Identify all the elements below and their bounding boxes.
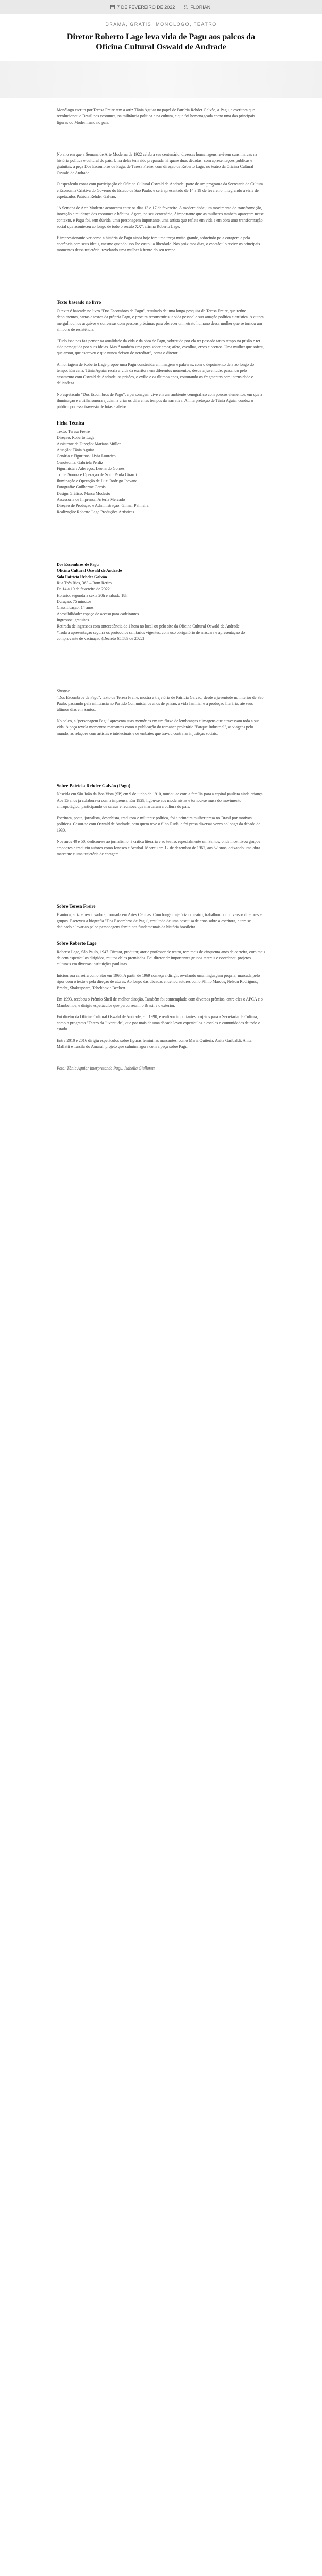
post-author[interactable] [183, 5, 212, 10]
service-line: Duração: 75 minutos [57, 599, 92, 604]
synopsis-paragraph: No palco, a "personagem Pagu" apresenta suas memórias em um fluxo de lembranças e imagens que atravessam toda a sua vida. A peça revela momentos marcantes como a publicação do romance proletário "Parque Industrial", as viagens pelo mundo, as relações com artistas e intelectuais e os embates que travou contra as injustiças sociais. [57, 719, 260, 736]
service-line: *Toda a apresentação seguirá os protocolos sanitários vigentes, com uso obrigatório de máscara e apresentação do comprovante de vacinação (Decreto 65.589 de 2022) [57, 630, 245, 641]
bio-paragraph: Foi diretor da Oficina Cultural Oswald de Andrade, em 1990, e realizou importantes projetos para a Secretaria de Cultura, como o programa "Teatro da Juventude", que por mais de uma década levou espetáculos a escolas e comunidades de todo o estado. [57, 1014, 260, 1031]
intro-paragraph: É impressionante ver como a história de Pagu ainda hoje tem uma força muito grande, sobretudo pela coragem e pela coerência com seus ideais, mesmo quando isso lhe custou a liberdade. Nos próximos dias, o espetáculo revive os principais momentos dessa trajetória, revelando uma mulher à frente do seu tempo. [57, 235, 260, 252]
intro-paragraph: "A Semana de Arte Moderna aconteceu entre os dias 13 e 17 de fevereiro. A modernidade, um movimento de transformação, inovação e mudança dos costumes e hábitos. Agora, no seu centenário, é importante que as mulheres também apareçam nesse contexto, e Pagu foi, sem dúvida, uma personagem importante, uma artista que reflete em vida e em obra uma transformação social que aconteceu ao longo de todo o século XX", afirma Roberto Lage. [57, 206, 264, 229]
credit-line: Atuação: Tânia Aguiar [57, 448, 94, 452]
section-texto [57, 300, 265, 410]
service-line: Rua Três Rios, 363 – Bom Retiro [57, 581, 112, 585]
post-date-text: 7 DE FEVEREIRO DE 2022 [117, 5, 175, 10]
credits-heading: Ficha Técnica [57, 420, 84, 426]
featured-image-placeholder [0, 61, 322, 98]
service-line: Ingressos: gratuitos [57, 618, 89, 622]
service-line: Acessibilidade: espaço de acesso para cadeirantes [57, 612, 139, 616]
bio-paragraph: Em 1993, recebeu o Prêmio Shell de melhor direção. Também foi contemplado com diversos prêmios, entre eles o APCA e o Mambembe, e dirigiu espetáculos que percorreram o Brasil e o exterior. [57, 997, 263, 1008]
intro-paragraph: Monólogo escrito por Teresa Freire tem a atriz Tânia Aguiar no papel de Patrícia Rehder Galvão, a Pagu, a escritora que revolucionou o Brasil nos costumes, na militância política e na cultura, e que foi homenageada como uma das principais figuras do Modernismo no país. [57, 108, 255, 125]
credit-line: Fotografia: Guilherme Gerais [57, 485, 106, 489]
credit-line: Figurinista e Adereços: Leonardo Gomes [57, 466, 125, 471]
credit-line: Trilha Sonora e Operação de Som: Paula Girardi [57, 472, 137, 477]
post-date [110, 5, 175, 10]
bio-paragraph: Iniciou sua carreira como ator em 1965. A partir de 1969 começa a dirigir, revelando uma linguagem própria, marcada pelo rigor com o texto e pela direção de atores. Ao longo das décadas encenou autores como Plínio Marcos, Nelson Rodrigues, Brecht, Shakespeare, Tchekhov e Beckett. [57, 973, 260, 990]
synopsis-paragraph: "Dos Escombros de Pagu", texto de Teresa Freire, mostra a trajetória de Patrícia Galvão, desde a juventude no interior de São Paulo, passando pela militância no Partido Comunista, os anos de prisão, a vida familiar e a produção literária, até seus últimos dias em Santos. [57, 695, 264, 712]
section-paragraph: No espetáculo "Dos Escombros de Pagu", a personagem vive em um ambiente cenográfico com poucos elementos, em que a iluminação e a trilha sonora ajudam a criar os diferentes tempos da narrativa. A interpretação de Tânia Aguiar conduz o público por essa travessia de lutas e afetos. [57, 392, 262, 409]
section-paragraph: A montagem de Roberto Lage propõe uma Pagu construída em imagens e palavras, com o depoimento dela ao longo do tempo. Em cena, Tânia Aguiar recria a vida da escritora em diferentes momentos, desde a juventude, passando pelo casamento com Oswald de Andrade, as prisões, o exílio e os últimos anos, costurando os fragmentos com intensidade e delicadeza. [57, 362, 255, 385]
credit-line: Assistente de Direção: Mariana Müller [57, 442, 121, 446]
synopsis-block [57, 688, 265, 737]
bio-paragraph: Roberto Lage, São Paulo, 1947. Diretor, produtor, ator e professor de teatro, tem mais de cinquenta anos de carreira, com mais de cem espetáculos dirigidos, muitos deles premiados. Foi diretor de importantes grupos teatrais e coordenou projetos culturais em diversas instituições paulistas. [57, 950, 265, 967]
calendar-icon [110, 5, 115, 9]
bio-roberto-block [57, 941, 265, 1050]
post-author-text: FLORIANI [190, 5, 212, 10]
credit-line: Assessoria de Imprensa: Arteria Mercado [57, 497, 125, 502]
service-line: Retirada de ingressos com antecedência de 1 hora no local ou pelo site da Oficina Cultural Oswald de Andrade [57, 624, 240, 629]
service-title: Dos Escombros de Pagu [57, 562, 99, 567]
top-bar [0, 0, 322, 14]
post-categories[interactable]: DRAMA, GRATIS, MONOLOGO, TEATRO [105, 22, 217, 27]
bio-paragraph: Nos anos 40 e 50, dedicou-se ao jornalismo, à crítica literária e ao teatro, especialmente em Santos, onde incentivou grupos amadores e traduziu autores como Ionesco e Arrabal. Morreu em 12 de dezembro de 1962, aos 52 anos, deixando uma obra marcante e uma trajetória de coragem. [57, 839, 260, 856]
bio-pagu-block [57, 783, 265, 857]
service-room: Sala Patrícia Rehder Galvão [57, 574, 107, 579]
credit-line: Iluminação e Operação de Luz: Rodrigo Jeovana [57, 479, 138, 483]
section-paragraph: O texto é baseado no livro "Dos Escombros de Pagu", resultado de uma longa pesquisa de Teresa Freire, que reúne depoimentos, cartas e textos da própria Pagu, e procura reconstruir sua vida pessoal e sua atuação política e artística. A autora mergulhou nos arquivos e conversas com pessoas próximas para oferecer um retrato humano dessa mulher que se tornou um símbolo de resistência. [57, 309, 264, 332]
service-line: Horário: segunda a sexta 20h e sábado 18h [57, 593, 128, 598]
intro-paragraph: No ano em que a Semana de Arte Moderna de 1922 celebra seu centenário, diversas homenagens revivem suas marcas na história política e cultural do país. Uma delas tem sido preparada há quase duas décadas, com apresentações públicas e gratuitas: a peça Dos Escombros de Pagu, de Teresa Freire, com direção de Roberto Lage, no teatro da Oficina Cultural Oswald de Andrade. [57, 152, 257, 175]
credit-line: Cenário e Figurinos: Lívia Loureiro [57, 454, 116, 459]
bio-teresa-block [57, 904, 265, 930]
service-venue: Oficina Cultural Oswald de Andrade [57, 568, 122, 573]
bio-paragraph: É autora, atriz e pesquisadora, formada em Artes Cênicas. Com longa trajetória no teatro, trabalhou com diversos diretores e grupos. Escreveu a biografia "Dos Escombros de Pagu", resultado de uma pesquisa de anos sobre a escritora, e tem se dedicado a levar ao palco personagens femininas fundamentais da história brasileira. [57, 912, 262, 929]
credit-line: Realização: Roberto Lage Produções Artísticas [57, 510, 134, 514]
service-line: De 14 a 19 de fevereiro de 2022 [57, 587, 110, 591]
bio-heading: Sobre Teresa Freire [57, 904, 96, 909]
photo-caption: Foto: Tânia Aguiar interpretando Pagu. Isabella Giullorett [57, 1066, 155, 1071]
service-line: Classificação: 14 anos [57, 605, 94, 610]
credit-line: Texto: Teresa Freire [57, 429, 90, 434]
section-heading: Texto baseado no livro [57, 300, 101, 305]
section-paragraph: "Tudo isso nos faz pensar na atualidade da vida e da obra de Pagu, sobretudo por ela ter passado tanto tempo na prisão e ter sido perseguida por suas ideias. Mas é também uma peça sobre amor, afeto, escolhas, erros e acertos. Uma mulher que sofreu, que amou, que escreveu e que nunca deixou de acreditar", conta o diretor. [57, 338, 265, 355]
credit-line: Cenotecnia: Gabriela Perdiz [57, 460, 104, 465]
bio-paragraph: Nascida em São João da Boa Vista (SP) em 9 de junho de 1910, mudou-se com a família para a capital paulista ainda criança. Aos 15 anos já colaborava com a imprensa. Em 1929, ligou-se aos modernistas e tornou-se musa do movimento antropofágico, participando de saraus e reuniões que marcaram a cultura do país. [57, 792, 264, 809]
credit-line: Design Gráfico: Marca Modesto [57, 491, 110, 496]
user-icon [183, 5, 188, 9]
intro-paragraph: O espetáculo conta com participação da Oficina Cultural Oswald de Andrade, parte de um programa da Secretaria de Cultura e Economia Criativa do Governo do Estado de São Paulo, e será apresentado de 14 a 19 de fevereiro, integrando a série de espetáculos Patrícia Rehder Galvão. [57, 182, 263, 199]
post-title: Diretor Roberto Lage leva vida de Pagu aos palcos da Oficina Cultural Oswald de Andrade [66, 32, 256, 52]
bio-paragraph: Escritora, poeta, jornalista, desenhista, tradutora e militante política, foi a primeira mulher presa no Brasil por motivos políticos. Casou-se com Oswald de Andrade, com quem teve o filho Rudá, e foi presa diversas vezes ao longo da década de 1930. [57, 816, 260, 833]
article-body [0, 98, 322, 1072]
bio-heading: Sobre Roberto Lage [57, 941, 97, 946]
intro-block [57, 107, 265, 253]
service-block [57, 562, 265, 642]
synopsis-heading: Sinopse [57, 689, 70, 693]
bio-heading: Sobre Patrícia Rehder Galvão (Pagu) [57, 783, 131, 788]
credit-line: Direção: Roberto Lage [57, 435, 95, 440]
credits-block [57, 420, 265, 515]
bio-paragraph: Entre 2010 e 2016 dirigiu espetáculos sobre figuras femininas marcantes, como Maria Quitéria, Anita Garibaldi, Anita Malfatti e Tarsila do Amaral, projeto que culmina agora com a peça sobre Pagu. [57, 1038, 252, 1049]
credit-line: Direção de Produção e Administração: Gilmar Palmeira [57, 503, 149, 508]
